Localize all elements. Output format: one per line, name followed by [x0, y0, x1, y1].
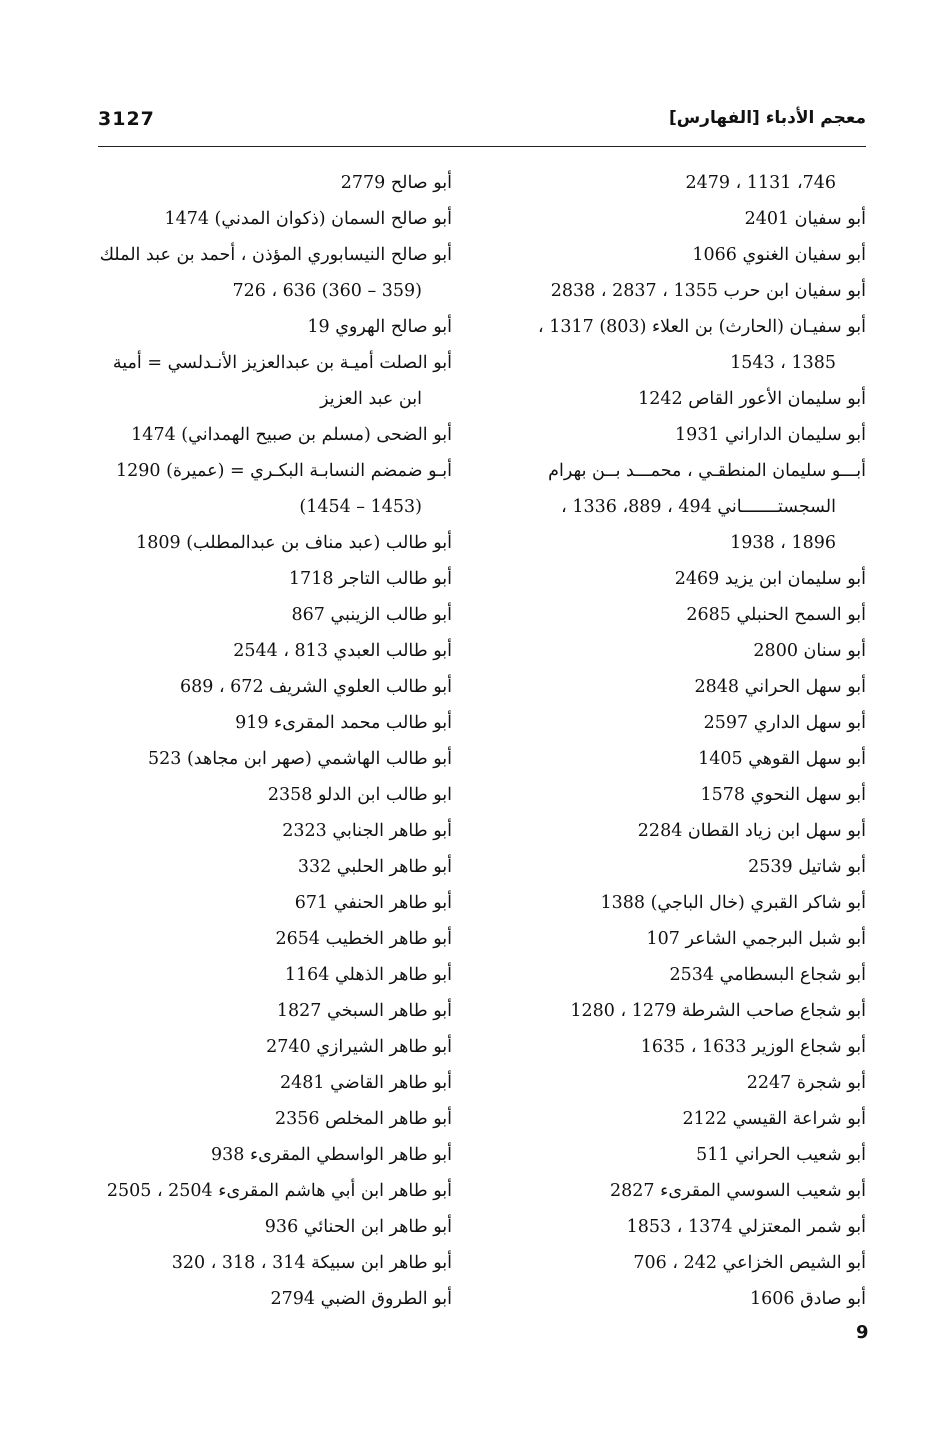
index-entry: أبو سهل الداري 2597 — [703, 713, 866, 733]
index-entry: أبو شبل البرجمي الشاعر 107 — [646, 929, 866, 949]
index-entry: أبو الطروق الضبي 2794 — [270, 1289, 452, 1309]
index-entry-continuation: 1896 ، 1938 — [730, 533, 836, 553]
index-entry: أبو شمر المعتزلي 1374 ، 1853 — [626, 1217, 866, 1237]
index-entry: أبو سفيان الغنوي 1066 — [692, 245, 866, 265]
index-entry: أبـو ضمضم النسابـة البكـري = (عميرة) 1290 — [115, 461, 452, 481]
index-column-right — [506, 165, 866, 1317]
index-entry: أبو طالب الهاشمي (صهر ابن مجاهد) 523 — [148, 749, 452, 769]
index-entry: أبو طاهر ابن أبي هاشم المقرىء 2504 ، 2505 — [106, 1181, 452, 1201]
index-entry: أبو شعيب السوسي المقرىء 2827 — [610, 1181, 866, 1201]
index-entry: أبو الشيص الخزاعي 242 ، 706 — [633, 1253, 866, 1273]
index-entry-continuation: (359 – 360) 636 ، 726 — [232, 281, 422, 301]
index-entry: أبو سفيان ابن حرب 1355 ، 2837 ، 2838 — [550, 281, 866, 301]
index-entry: أبو طاهر الشيرازي 2740 — [266, 1037, 452, 1057]
index-entry: أبو طاهر القاضي 2481 — [280, 1073, 452, 1093]
index-entry: أبـــو سليمان المنطقـي ، محمـــد بــن بهرام — [548, 461, 866, 481]
index-entry: أبو شجرة 2247 — [746, 1073, 866, 1093]
index-entry-continuation: السجستـــــــاني 494 ، 889، 1336 ، — [561, 497, 836, 517]
index-entry-continuation: ابن عبد العزيز — [320, 389, 422, 409]
index-entry: أبو سنان 2800 — [753, 641, 866, 661]
index-entry: أبو صالح النيسابوري المؤذن ، أحمد بن عبد الملك — [99, 245, 452, 265]
index-entry-continuation: 746، 1131 ، 2479 — [685, 173, 836, 193]
index-entry: أبو طاهر المخلص 2356 — [275, 1109, 452, 1129]
header-rule — [98, 146, 866, 147]
index-column-left — [92, 165, 452, 1317]
index-entry: أبو طالب العبدي 813 ، 2544 — [233, 641, 452, 661]
index-entry-continuation: (1453 – 1454) — [299, 497, 422, 517]
index-entry: أبو الضحى (مسلم بن صبيح الهمداني) 1474 — [131, 425, 452, 445]
running-header — [98, 108, 866, 130]
index-entry: أبو السمح الحنبلي 2685 — [686, 605, 866, 625]
index-entry: أبو سهل القوهي 1405 — [698, 749, 866, 769]
index-entry: أبو طاهر ابن الحنائي 936 — [264, 1217, 452, 1237]
index-entry: أبو صالح الهروي 19 — [307, 317, 452, 337]
index-entry: أبو صالح السمان (ذكوان المدني) 1474 — [164, 209, 452, 229]
index-entry: أبو طاهر السبخي 1827 — [276, 1001, 452, 1021]
signature-mark: 9 — [856, 1322, 869, 1343]
index-entry: أبو شراعة القيسي 2122 — [682, 1109, 866, 1129]
index-entry: أبو شاكر القبري (خال الباجي) 1388 — [600, 893, 866, 913]
index-entry: أبو طاهر ابن سبيكة 314 ، 318 ، 320 — [171, 1253, 452, 1273]
index-entry: أبو طالب (عبد مناف بن عبدالمطلب) 1809 — [136, 533, 452, 553]
index-entry: أبو صادق 1606 — [749, 1289, 866, 1309]
index-entry: أبو الصلت أميـة بن عبدالعزيز الأنـدلسي = أمية — [112, 353, 452, 373]
index-entry: أبو سهل النحوي 1578 — [700, 785, 866, 805]
index-entry: أبو شجاع صاحب الشرطة 1279 ، 1280 — [570, 1001, 866, 1021]
index-entry: أبو صالح 2779 — [340, 173, 452, 193]
index-entry: أبو شاتيل 2539 — [748, 857, 866, 877]
index-entry: أبو طالب الزينبي 867 — [291, 605, 452, 625]
index-entry: أبو شجاع الوزير 1633 ، 1635 — [640, 1037, 866, 1057]
index-entry: أبو سفيـان (الحارث) بن العلاء (803) 1317 ، — [538, 317, 866, 337]
index-entry: أبو طاهر الخطيب 2654 — [275, 929, 452, 949]
index-entry: أبو شعيب الحراني 511 — [696, 1145, 866, 1165]
index-entry: أبو طالب العلوي الشريف 672 ، 689 — [179, 677, 452, 697]
index-entry: أبو طاهر الحلبي 332 — [297, 857, 452, 877]
index-entry: أبو طاهر الحنفي 671 — [294, 893, 452, 913]
index-entry: أبو طالب التاجر 1718 — [288, 569, 452, 589]
index-entry: ابو طالب ابن الدلو 2358 — [267, 785, 452, 805]
index-entry: أبو سفيان 2401 — [744, 209, 866, 229]
index-entry: أبو طاهر الجنابي 2323 — [282, 821, 452, 841]
index-entry: أبو سليمان ابن يزيد 2469 — [674, 569, 866, 589]
index-entry: أبو سليمان الأعور القاص 1242 — [638, 389, 866, 409]
index-entry: أبو سهل الحراني 2848 — [694, 677, 866, 697]
index-entry: أبو طالب محمد المقرىء 919 — [235, 713, 452, 733]
index-entry: أبو سليمان الداراني 1931 — [674, 425, 866, 445]
index-entry: أبو طاهر الذهلي 1164 — [284, 965, 452, 985]
index-entry-continuation: 1385 ، 1543 — [730, 353, 836, 373]
page-number: 3127 — [98, 108, 155, 130]
book-title: معجم الأدباء [الفهارس] — [668, 108, 866, 128]
index-entry: أبو سهل ابن زياد القطان 2284 — [637, 821, 866, 841]
index-entry: أبو طاهر الواسطي المقرىء 938 — [210, 1145, 452, 1165]
index-entry: أبو شجاع البسطامي 2534 — [669, 965, 866, 985]
